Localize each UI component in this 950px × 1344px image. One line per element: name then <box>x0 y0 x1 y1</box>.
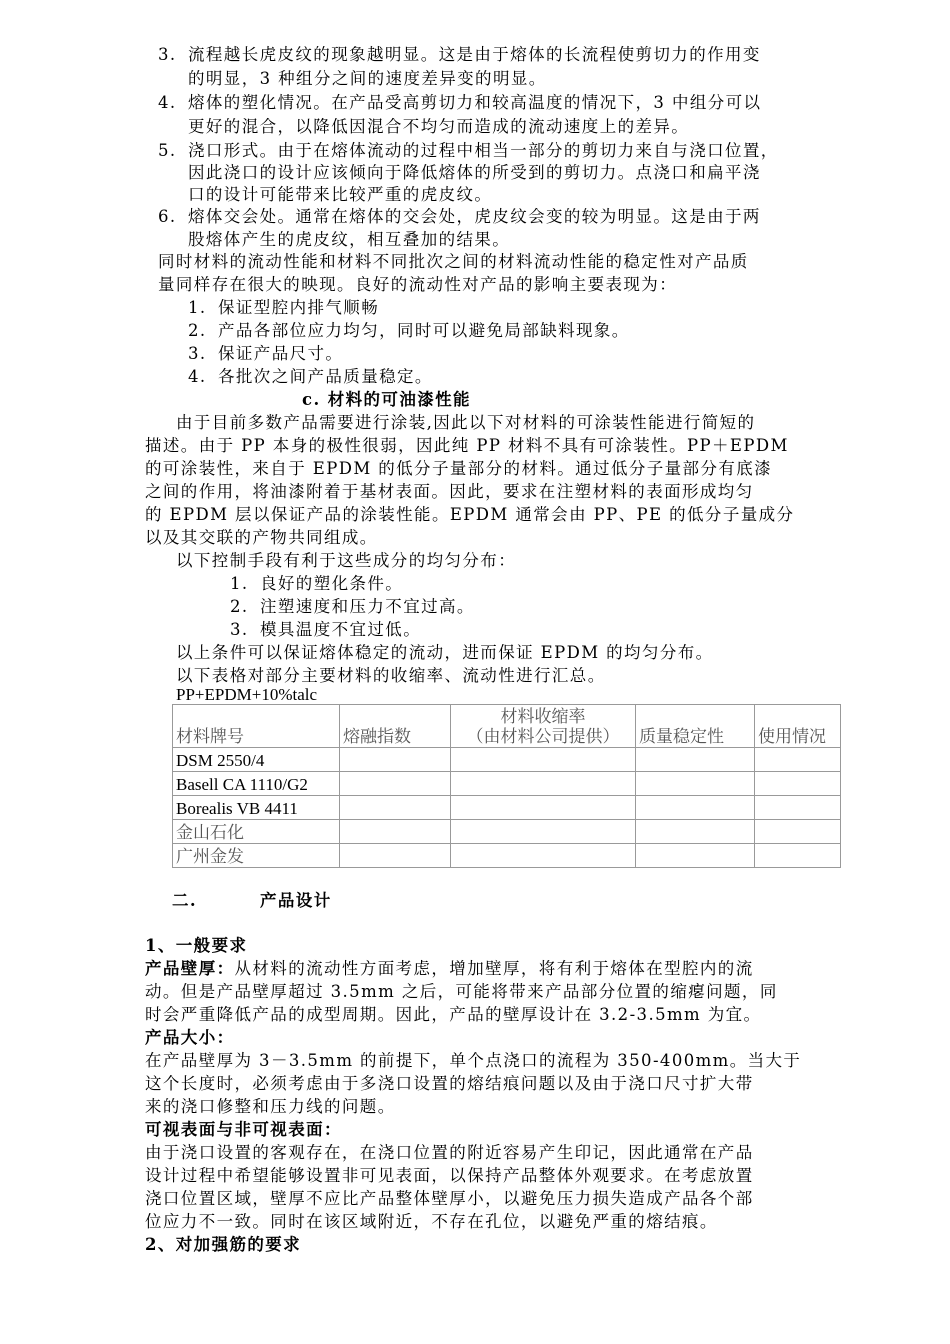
table-row: 金山石化 <box>173 820 841 844</box>
subsection-title: 1、一般要求 <box>145 936 248 955</box>
list-item-cont: 更好的混合，以降低因混合不均匀而造成的流动速度上的差异。 <box>188 117 690 136</box>
table-caption: PP+EPDM+10%talc <box>176 685 318 704</box>
list-item: 1. 良好的塑化条件。 <box>230 574 404 593</box>
paragraph-line: 浇口位置区域，壁厚不应比产品整体壁厚小，以避免压力损失造成产品各个部 <box>145 1189 754 1208</box>
header-cell: 使用情况 <box>755 705 841 748</box>
section-heading: c. 材料的可油漆性能 <box>302 390 471 409</box>
paragraph-line: 设计过程中希望能够设置非可见表面，以保持产品整体外观要求。在考虑放置 <box>145 1166 754 1185</box>
paragraph-line: 动。但是产品壁厚超过 3.5mm 之后，可能将带来产品部分位置的缩瘪问题，同 <box>145 982 778 1001</box>
header-cell: 材料牌号 <box>173 705 340 748</box>
table-row: DSM 2550/4 <box>173 748 841 772</box>
list-number: 4. <box>158 93 177 112</box>
paragraph-line: 量同样存在很大的映现。良好的流动性对产品的影响主要表现为： <box>158 275 678 294</box>
inline-label: 可视表面与非可视表面： <box>145 1120 342 1139</box>
paragraph-line: 同时材料的流动性能和材料不同批次之间的材料流动性能的稳定性对产品质 <box>158 252 749 271</box>
list-item: 1. 保证型腔内排气顺畅 <box>188 298 380 317</box>
list-number: 3. <box>158 45 177 64</box>
header-cell: 材料收缩率 （由材料公司提供） <box>451 705 636 748</box>
table-header-row <box>173 705 841 748</box>
material-table <box>172 704 841 868</box>
paragraph-line: 之间的作用，将油漆附着于基材表面。因此，要求在注塑材料的表面形成均匀 <box>145 482 754 501</box>
inline-label: 产品大小： <box>145 1028 235 1047</box>
paragraph-line: 描述。由于 PP 本身的极性很弱，因此纯 PP 材料不具有可涂装性。PP＋EPDM <box>145 436 789 455</box>
list-item: 2. 注塑速度和压力不宜过高。 <box>230 597 475 616</box>
paragraph-line: 由于目前多数产品需要进行涂装,因此以下对材料的可涂装性能进行简短的 <box>176 413 756 432</box>
paragraph-line: 由于浇口设置的客观存在，在浇口位置的附近容易产生印记，因此通常在产品 <box>145 1143 754 1162</box>
list-item: 5. 浇口形式。由于在熔体流动的过程中相当一部分的剪切力来自与浇口位置， <box>158 141 779 160</box>
list-number: 6. <box>158 207 177 226</box>
inline-label: 产品壁厚： <box>145 959 235 978</box>
list-item: 4. 各批次之间产品质量稳定。 <box>188 367 433 386</box>
paragraph-line: 以下表格对部分主要材料的收缩率、流动性进行汇总。 <box>176 666 606 685</box>
table-row: Basell CA 1110/G2 <box>173 772 841 796</box>
paragraph-line: 时会严重降低产品的成型周期。因此，产品的壁厚设计在 3.2-3.5mm 为宜。 <box>145 1005 762 1024</box>
table-row: 广州金发 <box>173 844 841 868</box>
paragraph-line: 产品壁厚：从材料的流动性方面考虑，增加壁厚，将有利于熔体在型腔内的流 <box>145 959 754 978</box>
subsection-title: 2、对加强筋的要求 <box>145 1235 302 1254</box>
section-title: 产品设计 <box>260 891 332 910</box>
header-cell: 熔融指数 <box>340 705 451 748</box>
paragraph-line: 以上条件可以保证熔体稳定的流动，进而保证 EPDM 的均匀分布。 <box>176 643 714 662</box>
paragraph-line: 的可涂装性，来自于 EPDM 的低分子量部分的材料。通过低分子量部分有底漆 <box>145 459 773 478</box>
list-item: 3. 流程越长虎皮纹的现象越明显。这是由于熔体的长流程使剪切力的作用变 <box>158 45 761 64</box>
list-item-cont: 口的设计可能带来比较严重的虎皮纹。 <box>188 185 493 204</box>
paragraph-line: 以及其交联的产物共同组成。 <box>145 528 378 547</box>
list-number: 5. <box>158 141 177 160</box>
paragraph-line: 这个长度时，必须考虑由于多浇口设置的熔结痕问题以及由于浇口尺寸扩大带 <box>145 1074 754 1093</box>
paragraph-line: 在产品壁厚为 3－3.5mm 的前提下，单个点浇口的流程为 350-400mm。当大于 <box>145 1051 802 1070</box>
section-number: 二. <box>172 891 198 910</box>
list-item-cont: 股熔体产生的虎皮纹，相互叠加的结果。 <box>188 230 511 249</box>
list-item: 3. 模具温度不宜过低。 <box>230 620 422 639</box>
list-item: 6. 熔体交会处。通常在熔体的交会处，虎皮纹会变的较为明显。这是由于两 <box>158 207 761 226</box>
list-item-cont: 因此浇口的设计应该倾向于降低熔体的所受到的剪切力。点浇口和扁平浇 <box>188 163 761 182</box>
paragraph-line: 以下控制手段有利于这些成分的均匀分布： <box>176 551 517 570</box>
paragraph-line: 位应力不一致。同时在该区域附近，不存在孔位，以避免严重的熔结痕。 <box>145 1212 718 1231</box>
list-item: 4. 熔体的塑化情况。在产品受高剪切力和较高温度的情况下，3 中组分可以 <box>158 93 762 112</box>
table-row: Borealis VB 4411 <box>173 796 841 820</box>
list-item: 3. 保证产品尺寸。 <box>188 344 344 363</box>
list-item: 2. 产品各部位应力均匀，同时可以避免局部缺料现象。 <box>188 321 630 340</box>
list-item-cont: 的明显，3 种组分之间的速度差异变的明显。 <box>188 69 547 88</box>
header-cell: 质量稳定性 <box>636 705 755 748</box>
paragraph-line: 来的浇口修整和压力线的问题。 <box>145 1097 396 1116</box>
paragraph-line: 的 EPDM 层以保证产品的涂装性能。EPDM 通常会由 PP、PE 的低分子量成分 <box>145 505 795 524</box>
